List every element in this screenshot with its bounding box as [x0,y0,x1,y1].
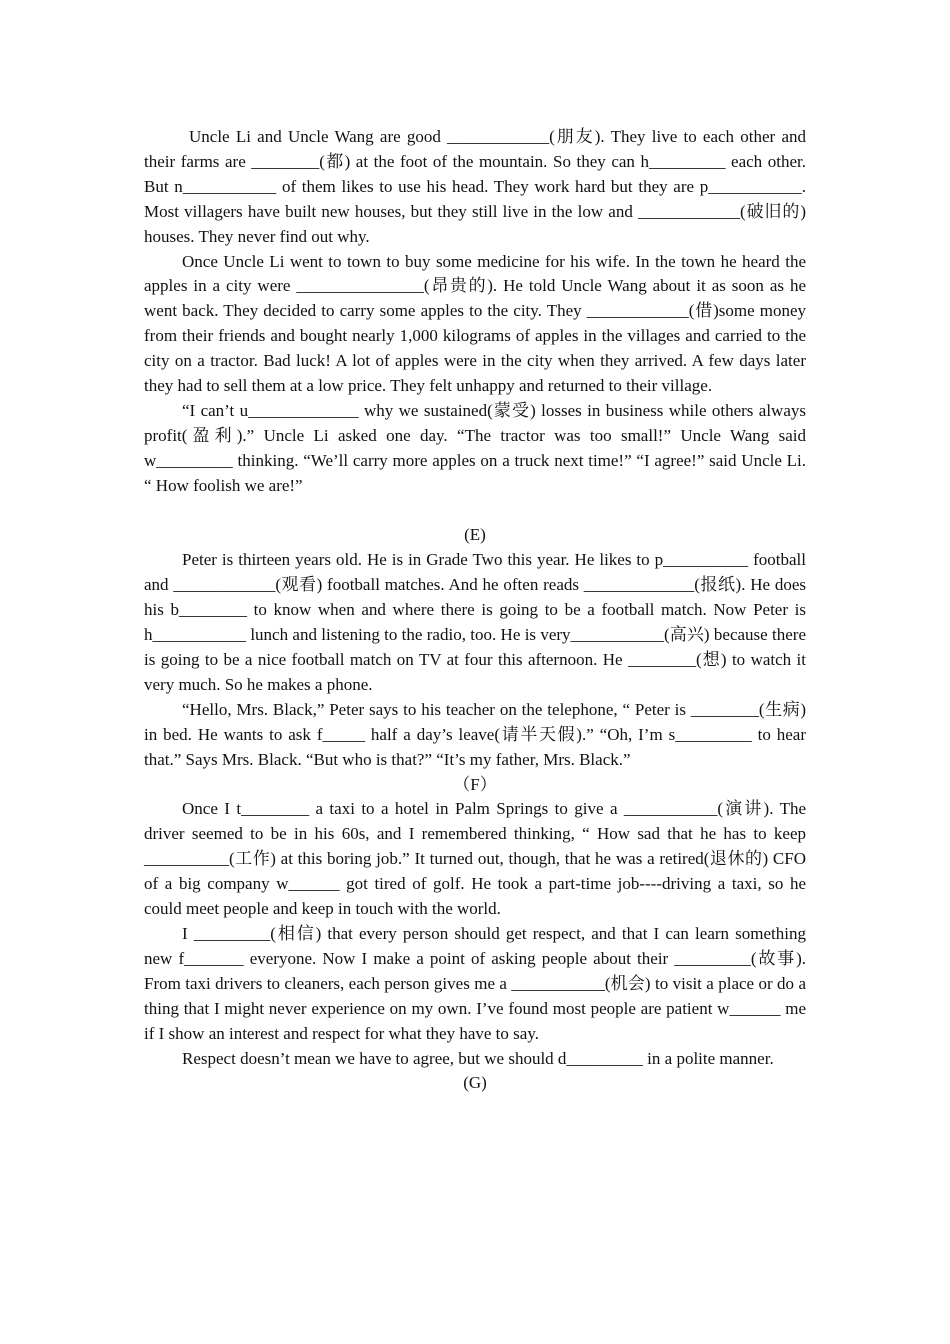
passage-e-paragraph-1: Peter is thirteen years old. He is in Grade Two this year. He likes to p__________ football and ____________(观看) football matches. And he often reads _____________(报纸). He does his b________ to know when and where there is going to be a football match. Now Peter is h___________ lunch and listening to the radio, too. He is very___________(高兴) because there is going to be a nice football match on TV at four this afternoon. He ________(想) to watch it very much. So he makes a phone. [144,550,806,694]
passage-d [144,125,806,499]
passage-f-paragraph-1: Once I t________ a taxi to a hotel in Palm Springs to give a ___________(演讲). The driver seemed to be in his 60s, and I remembered thinking, “ How sad that he has to keep __________(工作) at this boring job.” It turned out, though, that he was a retired(退休的) CFO of a big company w______ got tired of golf. He took a part-time job----driving a taxi, so he could meet people and keep in touch with the world. [144,799,806,919]
passage-g-heading: (G) [463,1073,487,1093]
passage-e-heading: (E) [464,525,486,545]
passage-d-paragraph-3: “I can’t u_____________ why we sustained(蒙受) losses in business while others always profit(盈利).” Uncle Li asked one day. “The tractor was too small!” Uncle Wang said w_________ thinking. “We’ll carry more apples on a truck next time!” “I agree!” said Uncle Li. “ How foolish we are!” [144,400,806,495]
section-spacer [144,499,806,524]
passage-d-paragraph-1: Uncle Li and Uncle Wang are good ____________(朋友). They live to each other and their farms are ________(都) at the foot of the mountain. So they can h_________ each other. But n___________ of them likes to use his head. They work hard but they are p___________. Most villagers have built new houses, but they still live in the low and ____________(破旧的) houses. They never find out why. [144,127,806,246]
passage-e-paragraph-2: “Hello, Mrs. Black,” Peter says to his teacher on the telephone, “ Peter is ________(生病) in bed. He wants to ask f_____ half a day’s leave(请半天假).” “Oh, I’m s_________ to hear that.” Says Mrs. Black. “But who is that?” “It’s my father, Mrs. Black.” [144,699,806,769]
passage-e [144,523,806,772]
passage-g [144,1071,806,1096]
passage-f-paragraph-2: I _________(相信) that every person should get respect, and that I can learn something new f_______ everyone. Now I make a point of asking people about their _________(故事). From taxi drivers to cleaners, each person gives me a ___________(机会) to visit a place or do a thing that I might never experience on my own. I’ve found most people are patient w______ me if I show an interest and respect for what they have to say. [144,923,806,1043]
passage-f-heading: （F） [453,774,497,794]
passage-f [144,773,806,1072]
passage-d-paragraph-2: Once Uncle Li went to town to buy some medicine for his wife. In the town he heard the apples in a city were _______________(昂贵的). He told Uncle Wang about it as soon as he went back. They decided to carry some apples to the city. They ____________(借)some money from their friends and bought nearly 1,000 kilograms of apples in the villages and carried to the city on a tractor. Bad luck! A lot of apples were in the city when they arrived. A few days later they had to sell them at a low price. They felt unhappy and returned to their village. [144,251,806,396]
passage-f-paragraph-3: Respect doesn’t mean we have to agree, but we should d_________ in a polite manner. [182,1048,774,1068]
document-page [144,125,806,1096]
